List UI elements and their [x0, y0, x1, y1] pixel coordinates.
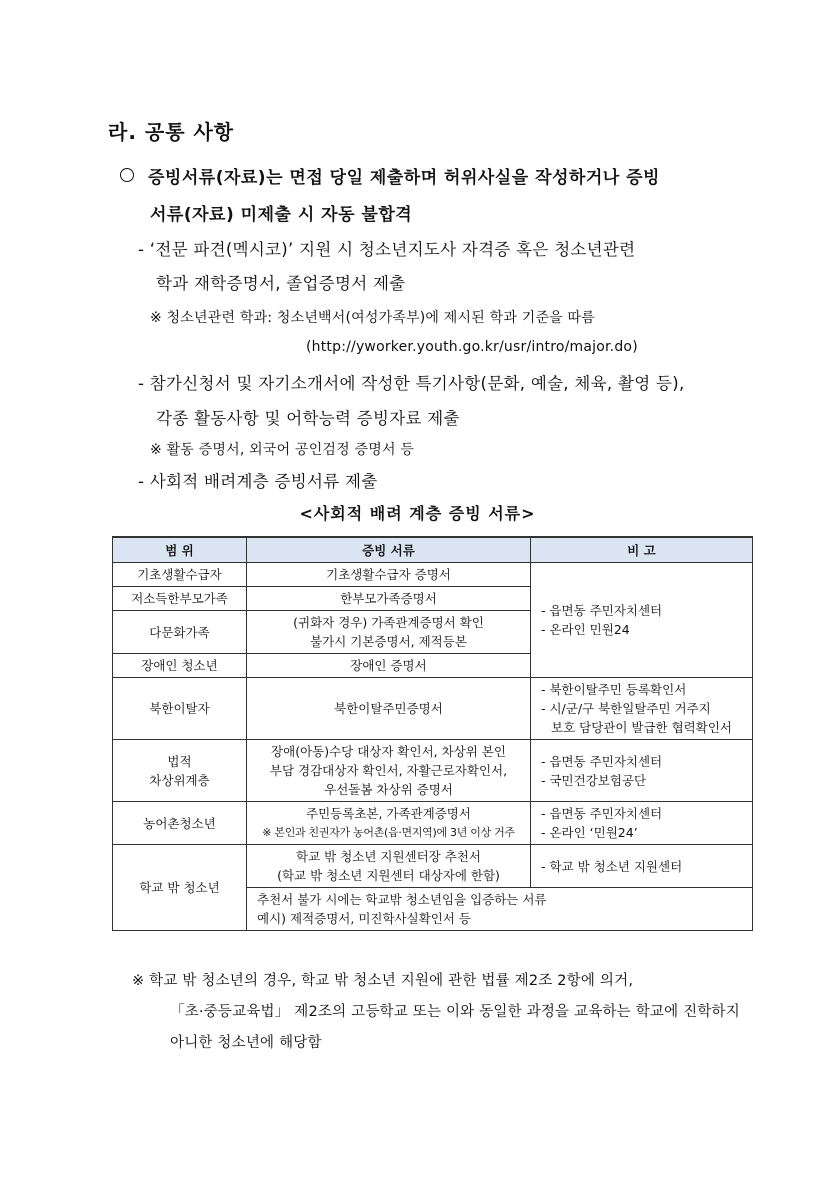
cell-note: - 읍면동 주민자치센터 - 온라인 민원24 — [531, 563, 753, 678]
footnote-line-1: ※ 학교 밖 청소년의 경우, 학교 밖 청소년 지원에 관한 법률 제2조 2항에 의거, — [132, 973, 634, 989]
cell-document: 주민등록초본, 가족관계증명서 ※ 본인과 친권자가 농어촌(읍·면지역)에 3년 이상 거주 — [247, 802, 531, 845]
table-header-row — [113, 537, 753, 563]
cell-document: 북한이탈주민증명서 — [247, 678, 531, 740]
bullet-line-1: 증빙서류(자료)는 면접 당일 제출하며 허위사실을 작성하거나 증빙 — [120, 163, 660, 188]
item1-note-url: (http://yworker.youth.go.kr/usr/intro/major.do) — [306, 339, 638, 355]
cell-document: 장애인 증명서 — [247, 654, 531, 678]
cell-scope: 기초생활수급자 — [113, 563, 247, 587]
cell-scope: 다문화가족 — [113, 611, 247, 654]
cell-document: 한부모가족증명서 — [247, 587, 531, 611]
item1-line-1: - ‘전문 파견(멕시코)’ 지원 시 청소년지도사 자격증 혹은 청소년관련 — [138, 240, 636, 259]
item2-line-2: 각종 활동사항 및 어학능력 증빙자료 제출 — [156, 409, 460, 428]
table-row — [113, 740, 753, 802]
cell-scope: 학교 밖 청소년 — [113, 845, 247, 931]
footnote-line-2: 「초·중등교육법」 제2조의 고등학교 또는 이와 동일한 과정을 교육하는 학교에 진학하지 — [170, 1004, 740, 1020]
table-row — [113, 563, 753, 587]
cell-scope: 농어촌청소년 — [113, 802, 247, 845]
header-scope: 범 위 — [113, 537, 247, 563]
table-caption: <사회적 배려 계층 증빙 서류> — [299, 504, 536, 523]
table-row — [113, 845, 753, 888]
cell-document: (귀화자 경우) 가족관계증명서 확인 불가시 기본증명서, 제적등본 — [247, 611, 531, 654]
cell-document-wide: 추천서 불가 시에는 학교밖 청소년임을 입증하는 서류 예시) 제적증명서, 미진학사실확인서 등 — [247, 888, 753, 931]
table-row — [113, 678, 753, 740]
item3-line-1: - 사회적 배려계층 증빙서류 제출 — [138, 472, 378, 491]
item1-note-1: ※ 청소년관련 학과: 청소년백서(여성가족부)에 제시된 학과 기준을 따름 — [150, 310, 595, 326]
cell-document: 기초생활수급자 증명서 — [247, 563, 531, 587]
cell-scope: 장애인 청소년 — [113, 654, 247, 678]
cell-scope: 법적 차상위계층 — [113, 740, 247, 802]
section-title: 라. 공통 사항 — [108, 120, 235, 144]
cell-note: - 북한이탈주민 등록확인서 - 시/군/구 북한일탈주민 거주지 보호 담당관이 발급한 협력확인서 — [531, 678, 753, 740]
evidence-table — [112, 536, 753, 931]
cell-document: 학교 밖 청소년 지원센터장 추천서 (학교 밖 청소년 지원센터 대상자에 한함) — [247, 845, 531, 888]
bullet-line-2: 서류(자료) 미제출 시 자동 불합격 — [150, 205, 413, 225]
cell-note: - 읍면동 주민자치센터 - 온라인 ‘민원24’ — [531, 802, 753, 845]
cell-note: - 읍면동 주민자치센터 - 국민건강보험공단 — [531, 740, 753, 802]
cell-note: - 학교 밖 청소년 지원센터 — [531, 845, 753, 888]
cell-document: 장애(아동)수당 대상자 확인서, 차상위 본인 부담 경감대상자 확인서, 자활근로자확인서, 우선돌봄 차상위 증명서 — [247, 740, 531, 802]
cell-scope: 북한이탈자 — [113, 678, 247, 740]
cell-scope: 저소득한부모가족 — [113, 587, 247, 611]
item2-note: ※ 활동 증명서, 외국어 공인검정 증명서 등 — [150, 442, 415, 458]
circle-bullet-icon — [120, 168, 134, 182]
footnote-line-3: 아니한 청소년에 해당함 — [170, 1035, 322, 1051]
item2-line-1: - 참가신청서 및 자기소개서에 작성한 특기사항(문화, 예술, 체육, 촬영 등), — [138, 374, 685, 393]
table-row — [113, 802, 753, 845]
item1-line-2: 학과 재학증명서, 졸업증명서 제출 — [156, 274, 406, 293]
header-document: 증빙 서류 — [247, 537, 531, 563]
header-note: 비 고 — [531, 537, 753, 563]
